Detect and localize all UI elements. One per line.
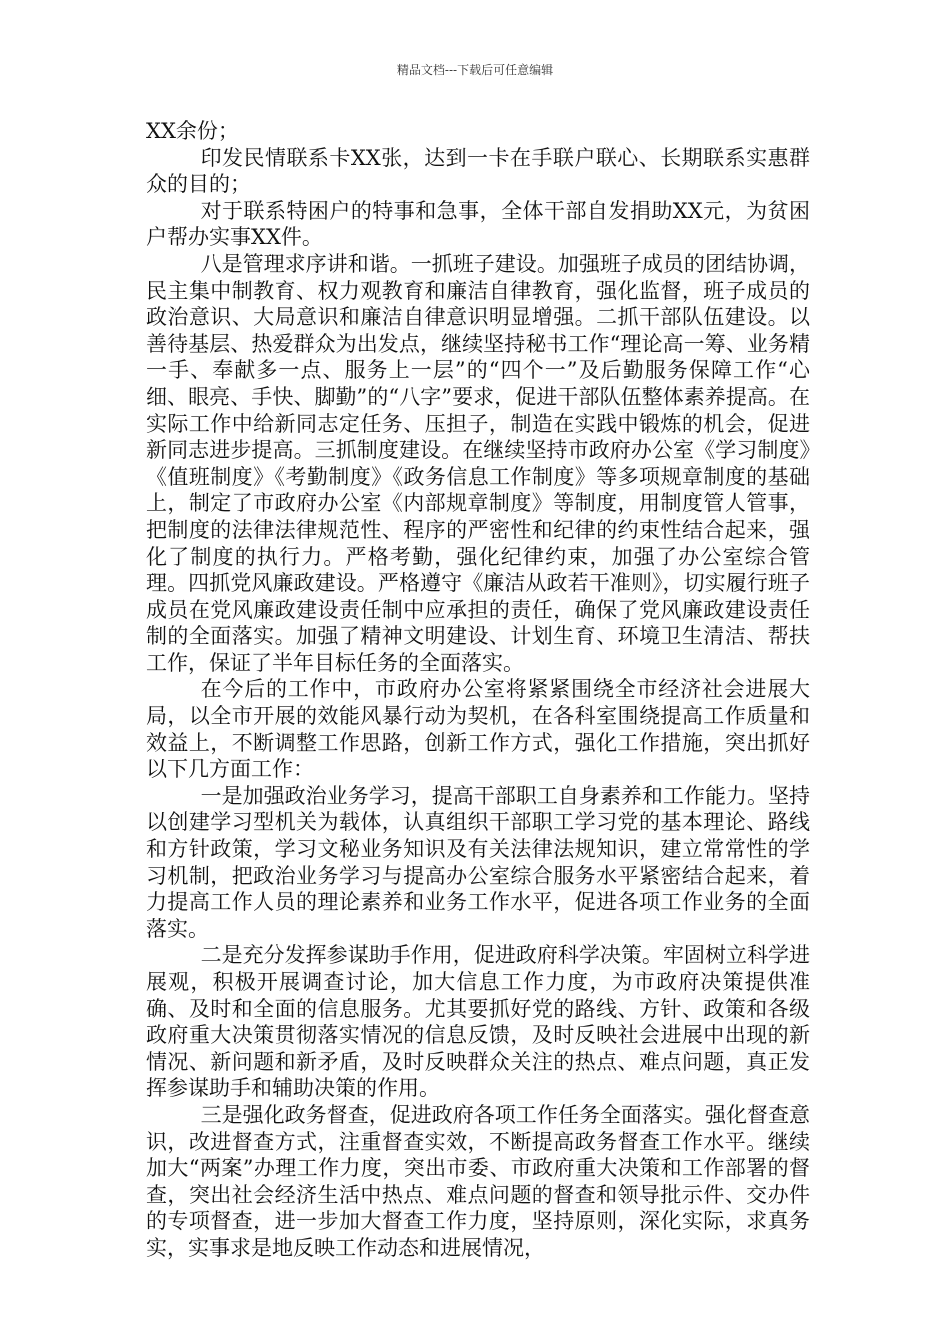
paragraph: 三是强化政务督查，促进政府各项工作任务全面落实。强化督查意识，改进督查方式，注重督查实效，不断提高政务督查工作水平。继续加大“两案”办理工作力度，突出市委、市政府重大决策和工作部署的督查，突出社会经济生活中热点、难点问题的督查和领导批示件、交办件的专项督查，进一步加大督查工作力度，坚持原则，深化实际，求真务实，实事求是地反映工作动态和进展情况， [146,1102,810,1260]
paragraph: 对于联系特困户的特事和急事，全体干部自发捐助XX元，为贫困户帮办实事XX件。 [146,198,810,250]
paragraph: 一是加强政治业务学习，提高干部职工自身素养和工作能力。坚持以创建学习型机关为载体，认真组织干部职工学习党的基本理论、路线和方针政策，学习文秘业务知识及有关法律法规知识，建立常常性的学习机制，把政治业务学习与提高办公室综合服务水平紧密结合起来，着力提高工作人员的理论素养和业务工作水平，促进各项工作业务的全面落实。 [146,783,810,941]
paragraph: 八是管理求序讲和谐。一抓班子建设。加强班子成员的团结协调，民主集中制教育、权力观教育和廉洁自律教育，强化监督，班子成员的政治意识、大局意识和廉洁自律意识明显增强。二抓干部队伍建设。以善待基层、热爱群众为出发点，继续坚持秘书工作“理论高一筹、业务精一手、奉献多一点、服务上一层”的“四个一”及后勤服务保障工作“心细、眼亮、手快、脚勤”的“八字”要求，促进干部队伍整体素养提高。在实际工作中给新同志定任务、压担子，制造在实践中锻炼的机会，促进新同志进步提高。三抓制度建设。在继续坚持市政府办公室《学习制度》《值班制度》《考勤制度》《政务信息工作制度》等多项规章制度的基础上，制定了市政府办公室《内部规章制度》等制度，用制度管人管事，把制度的法律法律规范性、程序的严密性和纪律的约束性结合起来，强化了制度的执行力。严格考勤，强化纪律约束，加强了办公室综合管理。四抓党风廉政建设。严格遵守《廉洁从政若干准则》，切实履行班子成员在党风廉政建设责任制中应承担的责任，确保了党风廉政建设责任制的全面落实。加强了精神文明建设、计划生育、环境卫生清洁、帮扶工作，保证了半年目标任务的全面落实。 [146,251,810,675]
page-header: 精品文档---下载后可任意编辑 [396,63,554,77]
paragraph: XX余份； [146,119,239,143]
document-body [146,118,810,1262]
paragraph: 在今后的工作中，市政府办公室将紧紧围绕全市经济社会进展大局，以全市开展的效能风暴行动为契机，在各科室围绕提高工作质量和效益上，不断调整工作思路，创新工作方式，强化工作措施，突出抓好以下几方面工作： [146,677,810,782]
paragraph: 印发民情联系卡XX张，达到一卡在手联户联心、长期联系实惠群众的目的； [146,145,810,197]
paragraph: 二是充分发挥参谋助手作用，促进政府科学决策。牢固树立科学进展观，积极开展调查讨论，加大信息工作力度，为市政府决策提供准确、及时和全面的信息服务。尤其要抓好党的路线、方针、政策和各级政府重大决策贯彻落实情况的信息反馈，及时反映社会进展中出现的新情况、新问题和新矛盾，及时反映群众关注的热点、难点问题，真正发挥参谋助手和辅助决策的作用。 [146,943,810,1101]
